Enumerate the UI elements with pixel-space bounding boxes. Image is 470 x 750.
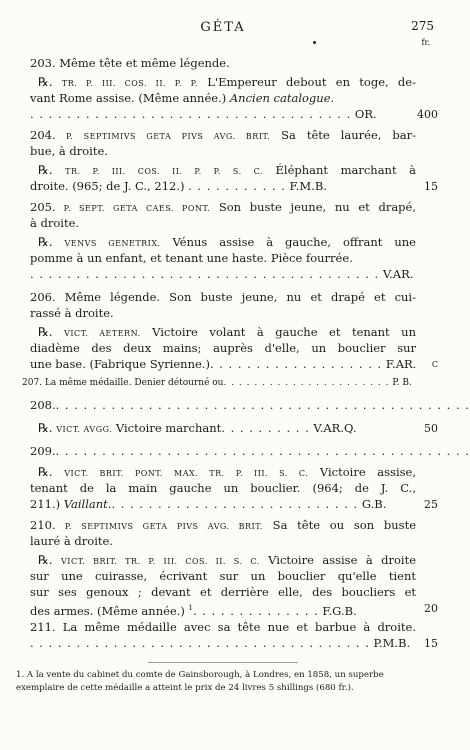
obverse-legend: P. SEPTIMIVS GETA PIVS AVG. BRIT.	[55, 522, 263, 531]
entry-208-price: 50	[424, 422, 438, 435]
entry-203-price: 400	[417, 108, 438, 121]
entry-210-price: 20	[424, 602, 438, 615]
entry-206-line-5: une base. (Fabrique Syrienne.). . . . . . . . . . . . . . . . . . . F.AR.	[30, 357, 417, 371]
entry-209-line-1: 209.. . . . . . . . . . . . . . . . . . . . . . . . . . . . . . . . . . . . . . . . . . . . .	[30, 444, 470, 458]
entry-205-line-1: 205. P. SEPT. GETA CAES. PONT. Son buste jeune, nu et drapé,	[30, 200, 416, 214]
metal-grade: V.AR.Q.	[309, 421, 357, 435]
entry-206-line-2: rassé à droite.	[30, 306, 114, 320]
entry-203-line-1: 203. Même tête et même légende.	[30, 56, 230, 70]
entry-210-line-2: lauré à droite.	[30, 534, 113, 548]
footnote-line-1: 1. A la vente du cabinet du comte de Gainsborough, à Londres, en 1858, un superbe	[16, 670, 384, 680]
entry-211-line-1: 211. La même médaille avec sa tête nue et barbue à droite.	[30, 620, 416, 634]
entry-209-price: 25	[424, 498, 438, 511]
entry-211-price: 15	[424, 637, 438, 650]
metal-grade: G.B.	[358, 497, 387, 511]
entry-207-line-1: 207. La même médaille. Denier détourné ou. . . . . . . . . . . . . . . . . . . . . . P. B.	[22, 378, 412, 388]
entry-205-line-5: . . . . . . . . . . . . . . . . . . . . . . . . . . . . . . . . . . . . . . V.AR.	[30, 267, 414, 281]
entry-204-line-3: ℞. TR. P. III. COS. II. P. P. S. C. Éléphant marchant à	[38, 163, 417, 177]
source-ref: Ancien catalogue.	[229, 91, 335, 105]
reverse-legend: TR. P. III. COS. II. P. P.	[61, 79, 198, 88]
entry-205-line-3: ℞. VENVS GENETRIX. Vénus assise à gauche, offrant une	[38, 235, 416, 249]
entry-206-price: C	[431, 360, 438, 369]
metal-grade: OR.	[351, 107, 377, 121]
entry-206-line-4: diadème des deux mains; auprès d'elle, un bouclier sur	[30, 341, 416, 355]
entry-209-line-2: ℞. VICT. BRIT. PONT. MAX. TR. P. III. S. C. Victoire assise,	[38, 465, 416, 479]
metal-grade: F.G.B.	[318, 603, 357, 618]
entry-205-line-4: pomme à un enfant, et tenant une haste. Pièce fourrée.	[30, 251, 353, 265]
entry-204-line-1: 204. P. SEPTIMIVS GETA PIVS AVG. BRIT. Sa tête laurée, bar-	[30, 128, 416, 142]
metal-grade: F.M.B.	[285, 179, 327, 193]
entry-203-line-3: vant Rome assise. (Même année.) Ancien catalogue.	[30, 91, 335, 105]
entry-208-line-1: 208.. . . . . . . . . . . . . . . . . . . . . . . . . . . . . . . . . . . . . . . . . . . . .	[30, 398, 470, 412]
entry-210-line-6: des armes. (Même année.) $^1$. . . . . . . . . . . . . . F.G.B.	[30, 603, 357, 618]
metal-grade: P. B.	[389, 378, 412, 388]
entry-210-line-1: 210. P. SEPTIMIVS GETA PIVS AVG. BRIT. Sa tête ou son buste	[30, 518, 416, 532]
entry-205-line-2: à droite.	[30, 216, 80, 230]
page-number: 275	[411, 19, 434, 33]
obverse-legend: P. SEPT. GETA CAES. PONT.	[55, 204, 211, 213]
entry-208-line-2: ℞. VICT. AVGG. Victoire marchant. . . . . . . . . . V.AR.Q.	[38, 421, 357, 435]
entry-206-line-1: 206. Même légende. Son buste jeune, nu et drapé et cui-	[30, 290, 416, 304]
metal-grade: P.M.B.	[369, 636, 411, 650]
reverse-legend: VICT. AETERN.	[64, 329, 141, 338]
price-unit: fr.	[421, 38, 430, 47]
entry-209-line-4: 211.) Vaillant.. . . . . . . . . . . . . . . . . . . . . . . . . . . G.B.	[30, 497, 387, 511]
reverse-legend: VICT. BRIT. TR. P. III. COS. II. S. C.	[61, 557, 260, 566]
source-ref: Vaillant.	[63, 497, 112, 511]
entry-210-line-3: ℞. VICT. BRIT. TR. P. III. COS. II. S. C. Victoire assise à droite	[38, 553, 416, 567]
entry-203-desc: L'Empereur debout en toge, de-	[198, 75, 416, 89]
reverse-symbol: ℞.	[38, 75, 53, 89]
entry-203-line-2	[38, 75, 416, 91]
reverse-legend: VICT. AVGG.	[56, 425, 113, 434]
reverse-legend: VENVS GENETRIX.	[64, 239, 161, 248]
entry-203-line-4: . . . . . . . . . . . . . . . . . . . . . . . . . . . . . . . . . . . OR.	[30, 107, 377, 121]
reverse-legend: TR. P. III. COS. II. P. P. S. C.	[65, 167, 263, 176]
running-title: GÉTA	[200, 20, 246, 35]
entry-211-line-2: . . . . . . . . . . . . . . . . . . . . . . . . . . . . . . . . . . . . . P.M.B.	[30, 636, 411, 650]
entry-204-line-2: bue, à droite.	[30, 144, 108, 158]
reverse-legend: VICT. BRIT. PONT. MAX. TR. P. III. S. C.	[64, 469, 309, 478]
footnote-line-2: exemplaire de cette médaille a atteint le prix de 24 livres 5 shillings (680 fr.).	[16, 683, 354, 693]
entry-210-line-5: sur ses genoux ; devant et derrière elle, des boucliers et	[30, 585, 416, 599]
metal-grade: F.AR.	[382, 357, 417, 371]
entry-209-line-3: tenant de la main gauche un bouclier. (964; de J. C.,	[30, 481, 416, 495]
obverse-legend: P. SEPTIMIVS GETA PIVS AVG. BRIT.	[55, 132, 271, 141]
entry-206-line-3: ℞. VICT. AETERN. Victoire volant à gauche et tenant un	[38, 325, 416, 339]
entry-210-line-4: sur une cuirasse, écrivant sur un bouclier qu'elle tient	[30, 569, 416, 583]
footnote-separator	[148, 662, 298, 663]
entry-204-price: 15	[424, 180, 438, 193]
ink-dot	[313, 41, 316, 44]
entry-204-line-4: droite. (965; de J. C., 212.) . . . . . . . . . . . F.M.B.	[30, 179, 327, 193]
footnote-ref: 1	[188, 604, 193, 612]
metal-grade: V.AR.	[379, 267, 414, 281]
